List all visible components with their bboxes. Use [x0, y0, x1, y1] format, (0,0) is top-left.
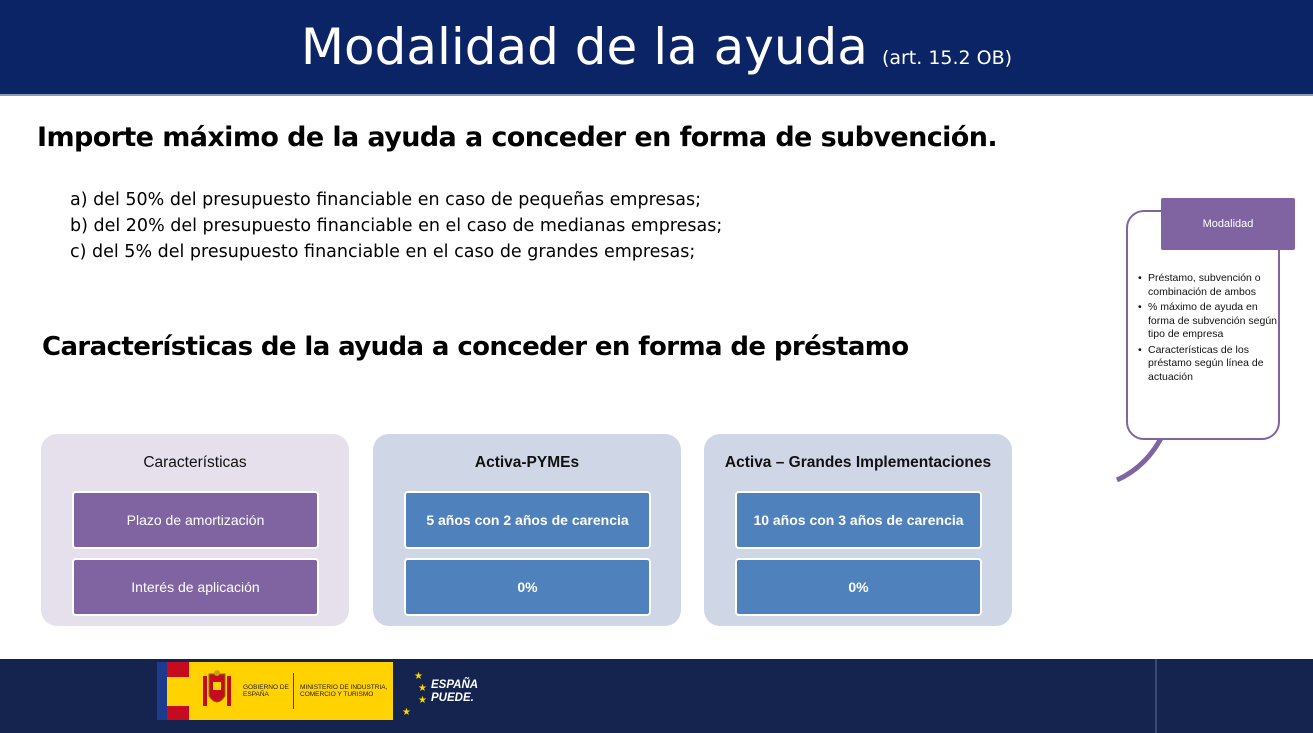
footer-divider: [1155, 659, 1157, 733]
government-logo: [157, 662, 393, 720]
subsidy-item: a) del 50% del presupuesto financiable en caso de pequeñas empresas;: [70, 190, 701, 210]
header-title-group: [301, 18, 1012, 76]
espana-puede-logo: [400, 667, 510, 717]
subsidy-list: [70, 187, 722, 265]
loan-heading: Características de la ayuda a conceder en forma de préstamo: [42, 332, 909, 362]
subsidy-item: c) del 5% del presupuesto financiable en el caso de grandes empresas;: [70, 242, 696, 262]
logo-separator: [293, 673, 294, 709]
side-card-item: • Características de los préstamo según línea de actuación: [1138, 344, 1286, 385]
eu-strip: [157, 662, 167, 720]
panel-caracteristicas: [41, 434, 349, 626]
spain-flag-icon: [167, 662, 189, 720]
svg-text:★: ★: [418, 695, 427, 706]
pymes-amortization-box: 5 años con 2 años de carencia: [404, 491, 651, 549]
side-card-list: [1138, 272, 1286, 386]
svg-text:★: ★: [418, 683, 427, 694]
panel-activa-grandes: [704, 434, 1012, 626]
side-card-item: • Préstamo, subvención o combinación de ambos: [1138, 272, 1286, 299]
panel-title: Características: [143, 454, 247, 471]
subsidy-item: b) del 20% del presupuesto financiable en el caso de medianas empresas;: [70, 216, 723, 236]
subsidy-heading: Importe máximo de la ayuda a conceder en forma de subvención.: [37, 122, 998, 153]
pymes-interest-box: 0%: [404, 558, 651, 616]
gov-text: GOBIERNO DE ESPAÑA: [243, 683, 289, 698]
page-title: Modalidad de la ayuda: [300, 18, 868, 76]
amortization-label-box: Plazo de amortización: [72, 491, 319, 549]
grandes-amortization-box: 10 años con 3 años de carencia: [735, 491, 982, 549]
modalidad-side-card: [1110, 190, 1310, 490]
coat-of-arms-icon: [197, 668, 237, 714]
grandes-interest-box: 0%: [735, 558, 982, 616]
panel-title: Activa – Grandes Implementaciones: [724, 454, 992, 471]
panel-activa-pymes: [373, 434, 681, 626]
header-bar: [0, 0, 1313, 96]
side-card-item: • % máximo de ayuda en forma de subvención según tipo de empresa: [1138, 301, 1286, 342]
svg-text:★: ★: [414, 671, 423, 682]
panel-title: Activa-PYMEs: [474, 454, 580, 471]
page-subtitle: (art. 15.2 OB): [881, 47, 1013, 69]
side-card-tab: Modalidad: [1161, 198, 1295, 250]
interest-label-box: Interés de aplicación: [72, 558, 319, 616]
svg-text:★: ★: [402, 707, 411, 717]
footer-bar: [0, 659, 1313, 733]
espana-puede-text: ESPAÑA PUEDE.: [431, 679, 479, 704]
ministry-text: MINISTERIO DE INDUSTRIA, COMERCIO Y TURISMO: [300, 683, 388, 698]
stars-icon: [400, 667, 434, 717]
